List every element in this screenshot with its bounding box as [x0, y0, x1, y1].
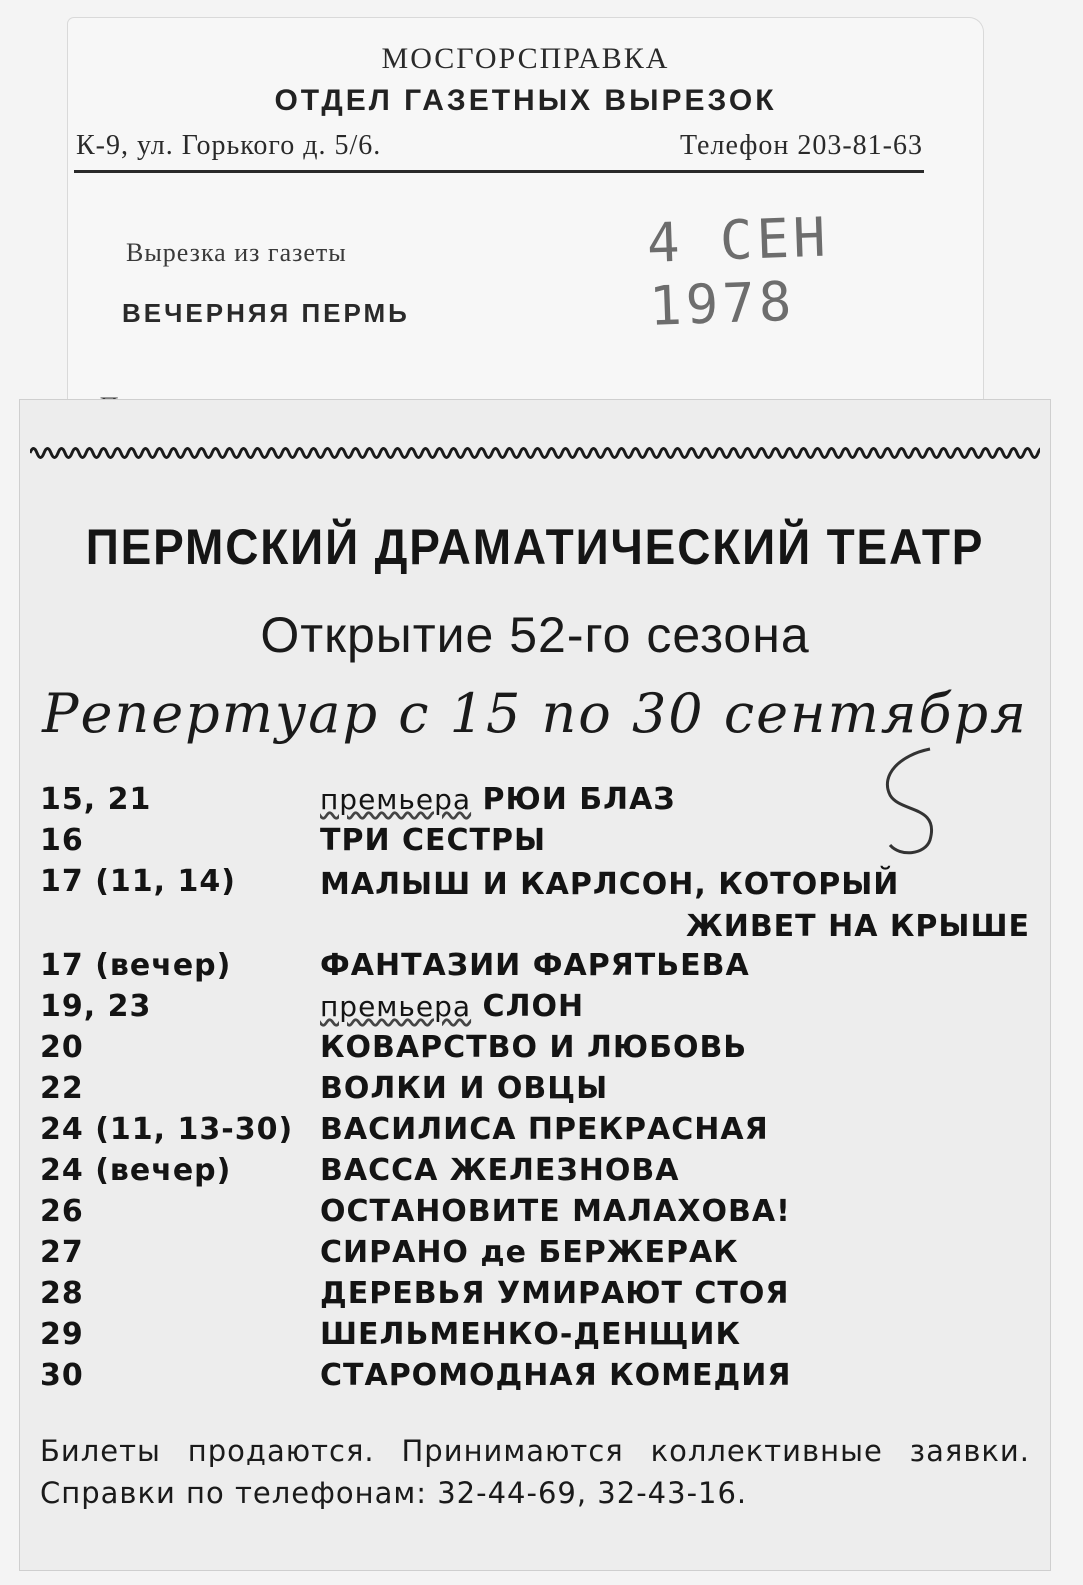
- play-title: СТАРОМОДНАЯ КОМЕДИЯ: [320, 1358, 792, 1393]
- premiere-note: премьера: [320, 783, 472, 816]
- schedule-dates: 20: [40, 1030, 84, 1065]
- schedule-row: [40, 1194, 1030, 1235]
- schedule-dates: 24 (вечер): [40, 1153, 232, 1188]
- play-title: ОСТАНОВИТЕ МАЛАХОВА!: [320, 1194, 791, 1229]
- play-title-line2: ЖИВЕТ НА КРЫШЕ: [685, 909, 1030, 944]
- play-title: [320, 864, 1030, 948]
- play-title: ТРИ СЕСТРЫ: [320, 823, 547, 858]
- schedule-row: [40, 1276, 1030, 1317]
- schedule-dates: 17 (вечер): [40, 948, 232, 983]
- play-title: ДЕРЕВЬЯ УМИРАЮТ СТОЯ: [320, 1276, 790, 1311]
- theatre-name: ПЕРМСКИЙ ДРАМАТИЧЕСКИЙ ТЕАТР: [85, 519, 985, 575]
- schedule-dates: 19, 23: [40, 989, 152, 1024]
- schedule-row: [40, 782, 1030, 823]
- play-title: ВАСИЛИСА ПРЕКРАСНАЯ: [320, 1112, 769, 1147]
- play-title-line1: МАЛЫШ И КАРЛСОН, КОТОРЫЙ: [320, 867, 900, 902]
- schedule-row: [40, 948, 1030, 989]
- schedule-dates: 28: [40, 1276, 84, 1311]
- play-title: КОВАРСТВО И ЛЮБОВЬ: [320, 1030, 748, 1065]
- schedule-dates: 29: [40, 1317, 84, 1352]
- play-title: СИРАНО де БЕРЖЕРАК: [320, 1235, 739, 1270]
- season-opening: Открытие 52-го сезона: [260, 607, 810, 663]
- play-title-text: СЛОН: [482, 989, 585, 1024]
- agency-phone: Телефон 203-81-63: [680, 130, 923, 161]
- play-title-text: РЮИ БЛАЗ: [482, 782, 676, 817]
- schedule-dates: 27: [40, 1235, 84, 1270]
- schedule-row: [40, 1112, 1030, 1153]
- schedule-dates: 22: [40, 1071, 84, 1106]
- clipping-service-slip: [68, 18, 983, 438]
- premiere-note: премьера: [320, 990, 472, 1023]
- schedule-row: [40, 1153, 1030, 1194]
- schedule-row: [40, 989, 1030, 1030]
- department-name: ОТДЕЛ ГАЗЕТНЫХ ВЫРЕЗОК: [274, 84, 777, 117]
- play-title: ШЕЛЬМЕНКО-ДЕНЩИК: [320, 1317, 741, 1352]
- date-stamp: 4 СЕН 1978: [645, 205, 831, 338]
- schedule-row: [40, 1235, 1030, 1276]
- schedule-list: [40, 782, 1030, 1399]
- schedule-dates: 26: [40, 1194, 84, 1229]
- play-title: [320, 989, 1030, 1024]
- schedule-row: [40, 1071, 1030, 1112]
- schedule-dates: 15, 21: [40, 782, 152, 817]
- play-title: ФАНТАЗИИ ФАРЯТЬЕВА: [320, 948, 750, 983]
- schedule-dates: 17 (11, 14): [40, 864, 236, 899]
- schedule-row: [40, 1030, 1030, 1071]
- newspaper-clipping: [20, 400, 1050, 1570]
- schedule-row: [40, 1317, 1030, 1358]
- schedule-row: [40, 1358, 1030, 1399]
- clip-source-label: Вырезка из газеты: [126, 238, 347, 267]
- schedule-row: [40, 864, 1030, 948]
- play-title: ВАССА ЖЕЛЕЗНОВА: [320, 1153, 680, 1188]
- ticket-info: Билеты продаются. Принимаются коллективные заявки. Справки по телефонам: 32-44-69, 32-43-16.: [40, 1434, 1030, 1510]
- agency-name: МОСГОРСПРАВКА: [381, 42, 670, 75]
- schedule-dates: 24 (11, 13-30): [40, 1112, 294, 1147]
- agency-address: К-9, ул. Горького д. 5/6.: [76, 130, 382, 161]
- repertoire-heading: Репертуар с 15 по 30 сентября: [42, 682, 1028, 745]
- schedule-row: [40, 823, 1030, 864]
- schedule-dates: 16: [40, 823, 84, 858]
- play-title: ВОЛКИ И ОВЦЫ: [320, 1071, 609, 1106]
- play-title: [320, 782, 1030, 817]
- header-rule: [74, 170, 924, 173]
- schedule-dates: 30: [40, 1358, 84, 1393]
- newspaper-name: ВЕЧЕРНЯЯ ПЕРМЬ: [122, 298, 410, 328]
- wavy-border-ornament: [30, 442, 1040, 464]
